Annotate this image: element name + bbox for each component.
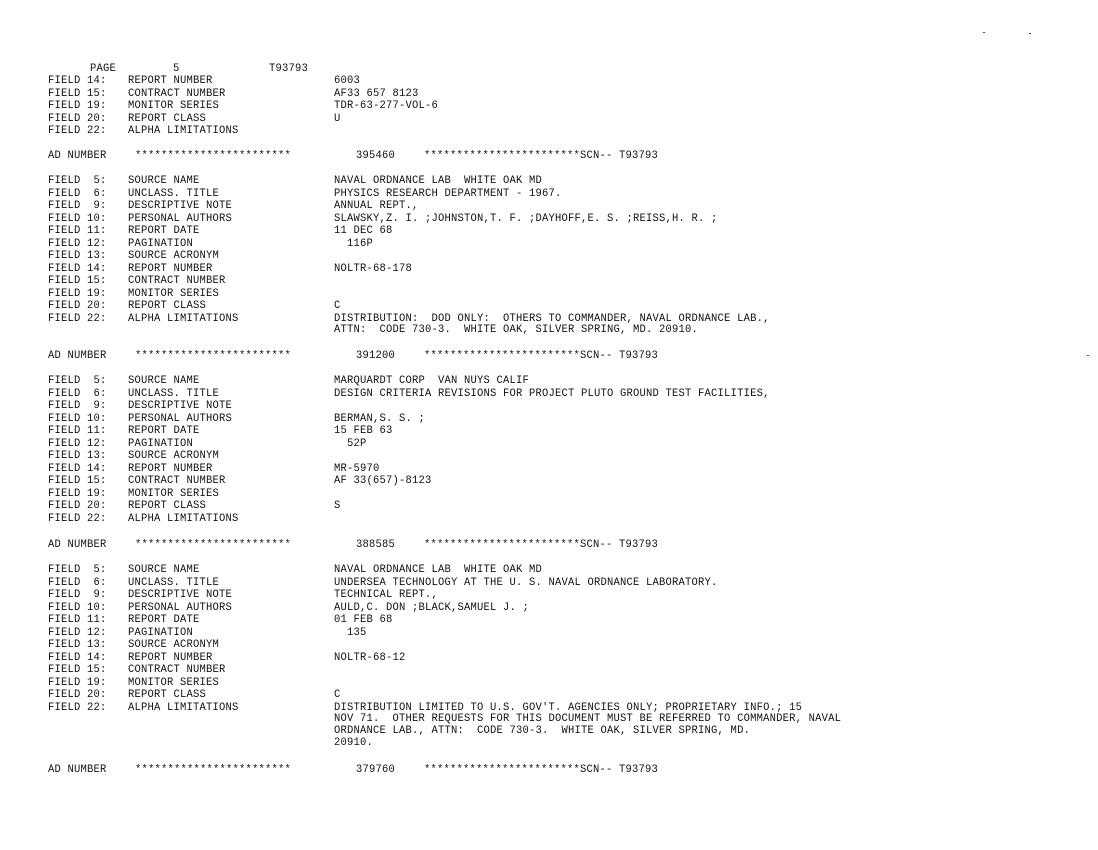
field-name: ALPHA LIMITATIONS — [128, 312, 239, 325]
field-label: FIELD 9: — [48, 399, 107, 413]
field-label: FIELD 14: — [48, 262, 107, 275]
field-value: NAVAL ORDNANCE LAB WHITE OAK MD — [334, 174, 543, 188]
field-value: SLAWSKY,Z. I. ;JOHNSTON,T. F. ;DAYHOFF,E. S. ;REISS,H. R. ; — [334, 212, 718, 225]
field-label: FIELD 20: — [48, 299, 107, 313]
page-reference: T93793 — [269, 62, 309, 76]
field-label: FIELD 14: — [48, 74, 107, 88]
scan-speck — [983, 32, 985, 33]
field-label: FIELD 19: — [48, 99, 107, 113]
page-number: 5 — [173, 62, 180, 76]
field-name: REPORT CLASS — [128, 112, 207, 125]
field-label: FIELD 11: — [48, 424, 107, 438]
ad-number-label: AD NUMBER — [48, 349, 107, 363]
field-label: FIELD 14: — [48, 462, 107, 475]
scan-speck — [1029, 33, 1031, 34]
field-name: CONTRACT NUMBER — [128, 474, 226, 488]
field-label: FIELD 20: — [48, 112, 107, 125]
field-value: MARQUARDT CORP VAN NUYS CALIF — [334, 374, 530, 388]
field-name: PERSONAL AUTHORS — [128, 601, 233, 614]
field-label: FIELD 9: — [48, 199, 107, 213]
field-value: 11 DEC 68 — [334, 224, 393, 238]
scan-speck — [1087, 355, 1089, 356]
field-value: UNDERSEA TECHNOLOGY AT THE U. S. NAVAL ORDNANCE LABORATORY. — [334, 576, 718, 589]
field-value: 52P — [334, 437, 367, 450]
field-label: FIELD 22: — [48, 701, 107, 714]
field-name: SOURCE NAME — [128, 563, 200, 577]
field-name: REPORT CLASS — [128, 499, 207, 513]
field-label: FIELD 22: — [48, 512, 107, 525]
field-label: FIELD 13: — [48, 449, 107, 463]
field-value: C — [334, 688, 341, 702]
page-label: PAGE — [90, 62, 117, 76]
field-value: 116P — [334, 237, 374, 250]
field-value: S — [334, 499, 341, 513]
field-label: FIELD 13: — [48, 249, 107, 263]
field-name: ALPHA LIMITATIONS — [128, 124, 239, 138]
field-label: FIELD 5: — [48, 174, 107, 188]
field-value: BERMAN,S. S. ; — [334, 412, 426, 425]
ad-number-label: AD NUMBER — [48, 538, 107, 552]
field-name: CONTRACT NUMBER — [128, 274, 226, 288]
field-value: C — [334, 299, 341, 313]
field-label: FIELD 10: — [48, 212, 107, 225]
field-value: 15 FEB 63 — [334, 424, 393, 438]
separator-stars: ************************ — [135, 349, 292, 363]
field-label: FIELD 15: — [48, 274, 107, 288]
field-value: 01 FEB 68 — [334, 613, 393, 627]
field-name: DESCRIPTIVE NOTE — [128, 588, 233, 602]
field-label: FIELD 11: — [48, 613, 107, 627]
field-name: SOURCE NAME — [128, 374, 200, 388]
scn-reference: ************************SCN-- T93793 — [424, 538, 659, 552]
field-value: AF 33(657)-8123 — [334, 474, 432, 488]
field-value-continuation: ORDNANCE LAB., ATTN: CODE 730-3. WHITE OAK, SILVER SPRING, MD. — [334, 724, 751, 738]
field-label: FIELD 12: — [48, 437, 107, 450]
field-label: FIELD 5: — [48, 374, 107, 388]
field-value: ANNUAL REPT., — [334, 199, 419, 213]
field-name: REPORT DATE — [128, 613, 200, 627]
field-name: PAGINATION — [128, 237, 194, 250]
field-label: FIELD 15: — [48, 474, 107, 488]
field-name: SOURCE ACRONYM — [128, 449, 220, 463]
field-name: REPORT CLASS — [128, 299, 207, 313]
separator-stars: ************************ — [135, 538, 292, 552]
ad-number: 391200 — [356, 349, 396, 363]
scn-reference: ************************SCN-- T93793 — [424, 149, 659, 163]
field-value-continuation: 20910. — [334, 736, 374, 750]
field-label: FIELD 6: — [48, 187, 107, 200]
field-label: FIELD 6: — [48, 576, 107, 589]
field-name: PERSONAL AUTHORS — [128, 212, 233, 225]
field-name: REPORT DATE — [128, 424, 200, 438]
separator-stars: ************************ — [135, 763, 292, 777]
field-label: FIELD 20: — [48, 688, 107, 702]
ad-number-label: AD NUMBER — [48, 149, 107, 163]
field-label: FIELD 19: — [48, 287, 107, 300]
field-name: SOURCE ACRONYM — [128, 249, 220, 263]
field-value: 6003 — [334, 74, 361, 88]
field-name: UNCLASS. TITLE — [128, 387, 220, 400]
field-value: NOLTR-68-12 — [334, 651, 406, 664]
field-label: FIELD 13: — [48, 638, 107, 652]
field-label: FIELD 12: — [48, 237, 107, 250]
field-name: DESCRIPTIVE NOTE — [128, 399, 233, 413]
field-name: CONTRACT NUMBER — [128, 663, 226, 677]
field-label: FIELD 15: — [48, 87, 107, 100]
field-name: PAGINATION — [128, 437, 194, 450]
field-name: REPORT NUMBER — [128, 262, 213, 275]
scn-reference: ************************SCN-- T93793 — [424, 349, 659, 363]
field-value: DISTRIBUTION LIMITED TO U.S. GOV'T. AGENCIES ONLY; PROPRIETARY INFO.; 15 — [334, 701, 803, 714]
field-label: FIELD 6: — [48, 387, 107, 400]
field-name: REPORT NUMBER — [128, 74, 213, 88]
field-name: ALPHA LIMITATIONS — [128, 701, 239, 714]
field-label: FIELD 20: — [48, 499, 107, 513]
field-label: FIELD 22: — [48, 312, 107, 325]
field-value: TECHNICAL REPT., — [334, 588, 439, 602]
field-name: SOURCE ACRONYM — [128, 638, 220, 652]
field-label: FIELD 14: — [48, 651, 107, 664]
field-name: REPORT NUMBER — [128, 462, 213, 475]
field-label: FIELD 19: — [48, 676, 107, 689]
field-name: REPORT CLASS — [128, 688, 207, 702]
field-value: AF33 657 8123 — [334, 87, 419, 100]
ad-number: 388585 — [356, 538, 396, 552]
field-value: PHYSICS RESEARCH DEPARTMENT - 1967. — [334, 187, 562, 200]
field-name: DESCRIPTIVE NOTE — [128, 199, 233, 213]
field-value: MR-5970 — [334, 462, 380, 475]
field-name: MONITOR SERIES — [128, 676, 220, 689]
field-name: PERSONAL AUTHORS — [128, 412, 233, 425]
field-value-continuation: ATTN: CODE 730-3. WHITE OAK, SILVER SPRING, MD. 20910. — [334, 323, 699, 337]
field-label: FIELD 11: — [48, 224, 107, 238]
field-name: ALPHA LIMITATIONS — [128, 512, 239, 525]
field-value: TDR-63-277-VOL-6 — [334, 99, 439, 113]
field-label: FIELD 9: — [48, 588, 107, 602]
field-value: NOLTR-68-178 — [334, 262, 413, 275]
field-label: FIELD 10: — [48, 601, 107, 614]
field-label: FIELD 19: — [48, 487, 107, 500]
field-value: 135 — [334, 626, 367, 639]
field-name: MONITOR SERIES — [128, 287, 220, 300]
ad-number: 379760 — [356, 763, 396, 777]
field-name: REPORT NUMBER — [128, 651, 213, 664]
ad-number-label: AD NUMBER — [48, 763, 107, 777]
field-name: MONITOR SERIES — [128, 99, 220, 113]
scn-reference: ************************SCN-- T93793 — [424, 763, 659, 777]
separator-stars: ************************ — [135, 149, 292, 163]
field-value-continuation: NOV 71. OTHER REQUESTS FOR THIS DOCUMENT MUST BE REFERRED TO COMMANDER, NAVAL — [334, 712, 842, 726]
field-label: FIELD 10: — [48, 412, 107, 425]
field-name: UNCLASS. TITLE — [128, 187, 220, 200]
field-label: FIELD 22: — [48, 124, 107, 138]
field-value: AULD,C. DON ;BLACK,SAMUEL J. ; — [334, 601, 530, 614]
field-name: UNCLASS. TITLE — [128, 576, 220, 589]
field-name: REPORT DATE — [128, 224, 200, 238]
ad-number: 395460 — [356, 149, 396, 163]
field-name: MONITOR SERIES — [128, 487, 220, 500]
field-label: FIELD 15: — [48, 663, 107, 677]
field-value: U — [334, 112, 341, 125]
field-label: FIELD 12: — [48, 626, 107, 639]
field-value: NAVAL ORDNANCE LAB WHITE OAK MD — [334, 563, 543, 577]
field-name: PAGINATION — [128, 626, 194, 639]
field-name: CONTRACT NUMBER — [128, 87, 226, 100]
field-value: DISTRIBUTION: DOD ONLY: OTHERS TO COMMANDER, NAVAL ORDNANCE LAB., — [334, 312, 770, 325]
field-value: DESIGN CRITERIA REVISIONS FOR PROJECT PLUTO GROUND TEST FACILITIES, — [334, 387, 770, 400]
field-name: SOURCE NAME — [128, 174, 200, 188]
field-label: FIELD 5: — [48, 563, 107, 577]
